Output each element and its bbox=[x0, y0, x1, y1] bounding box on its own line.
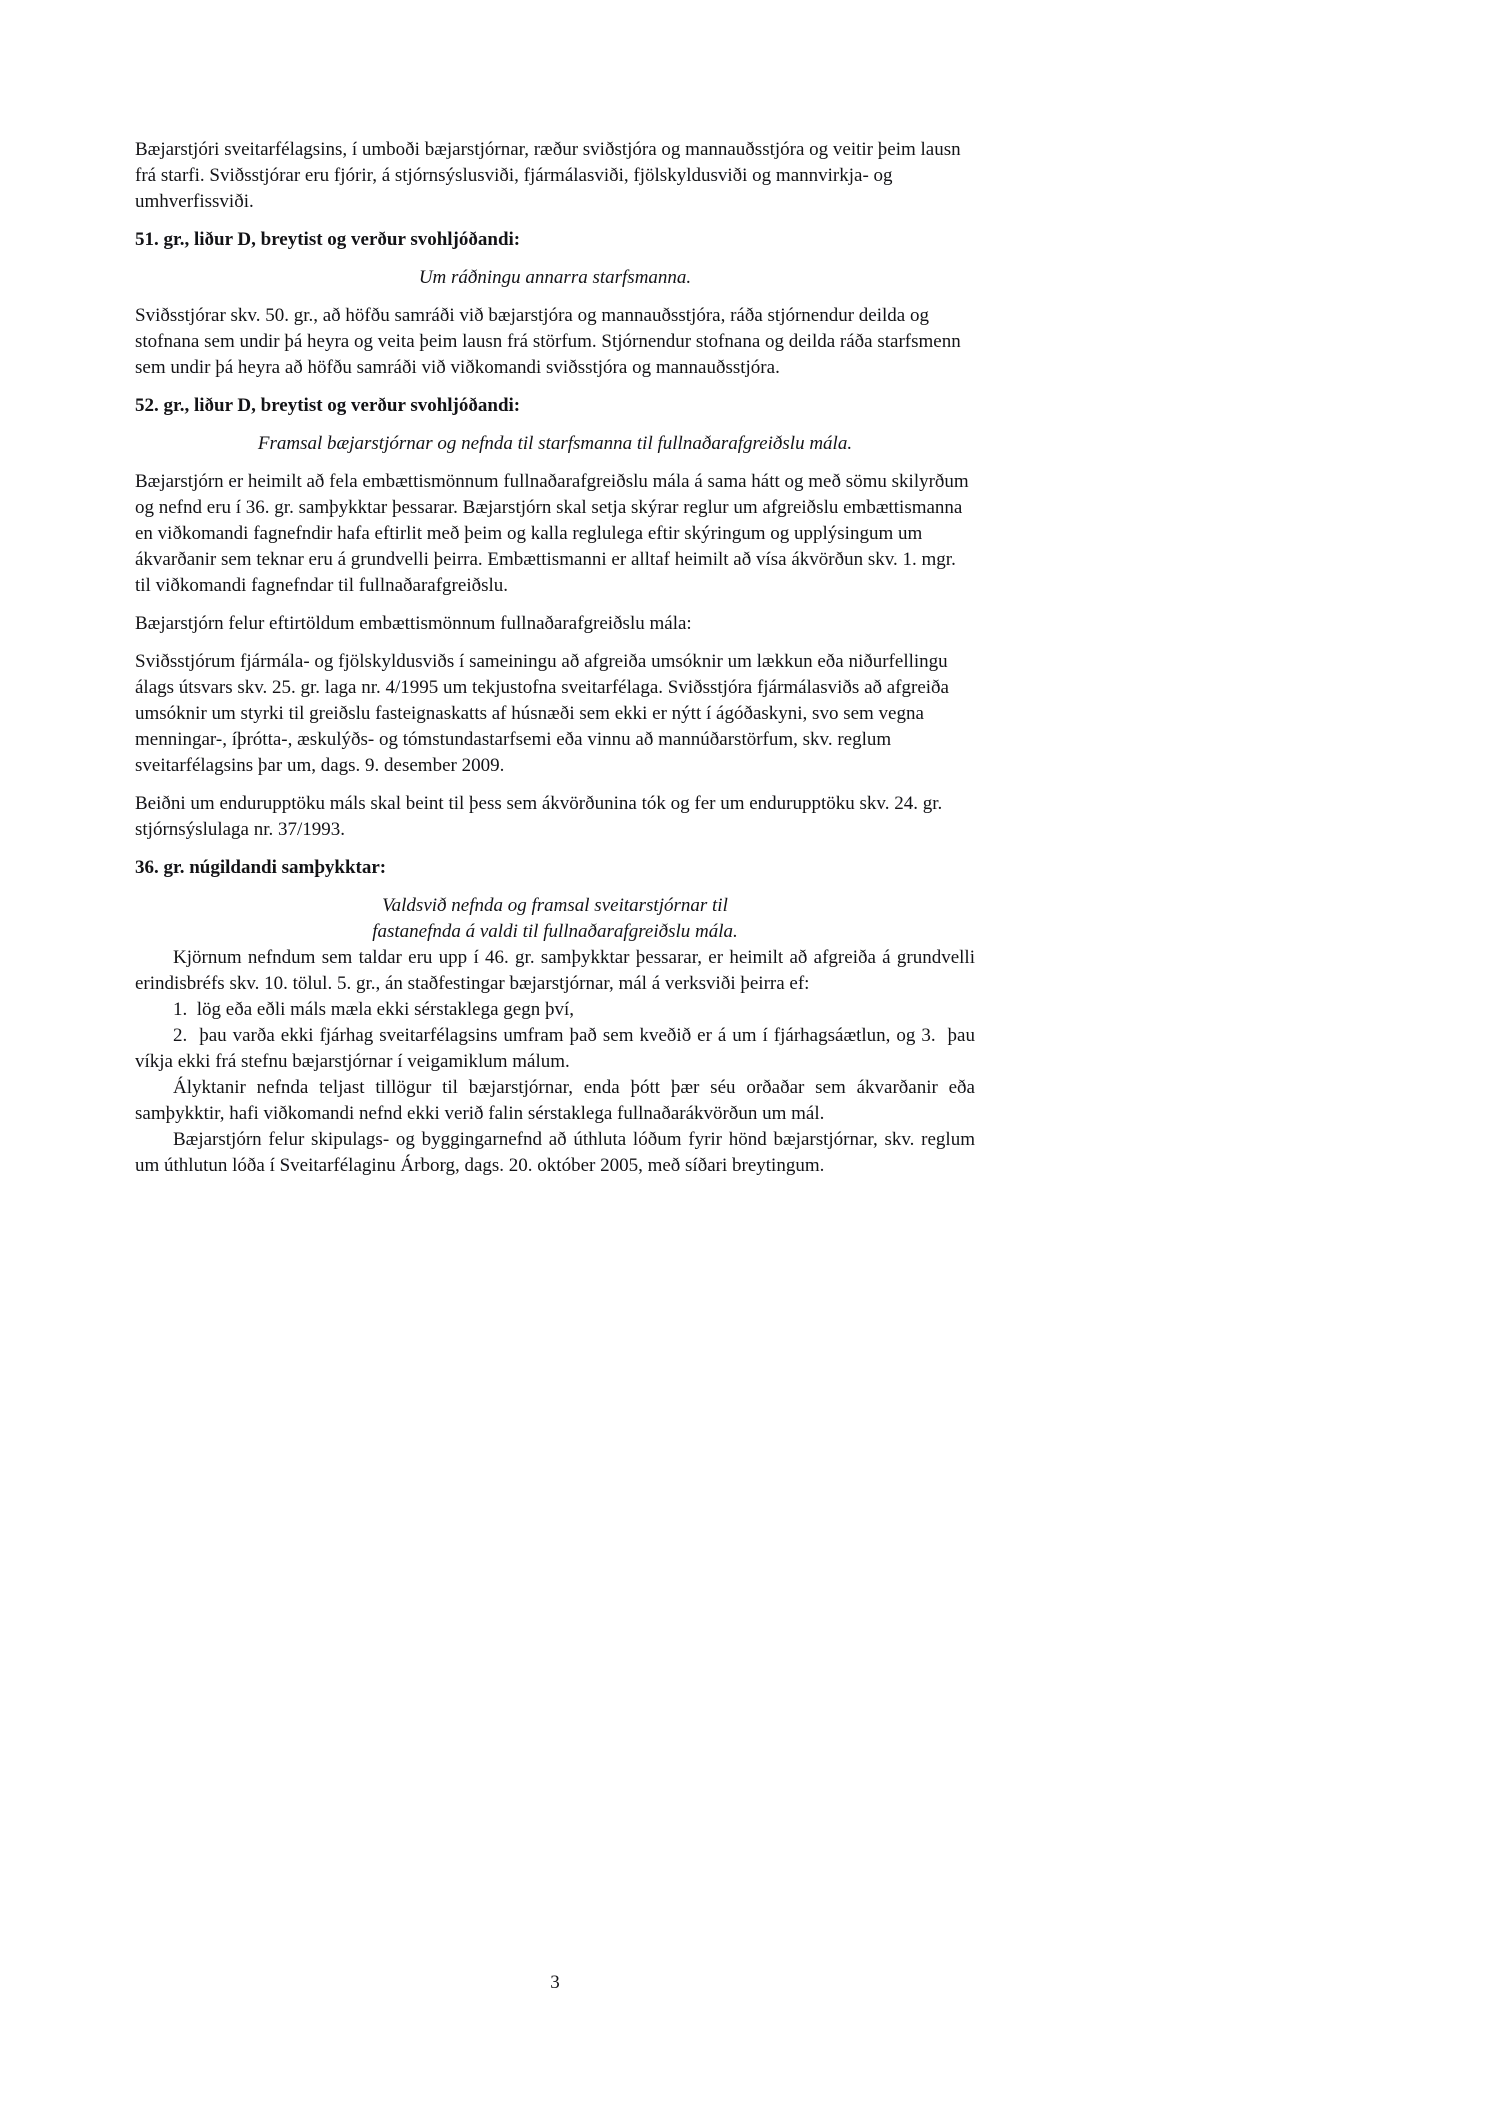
paragraph-article-36-resolutions: Ályktanir nefnda teljast tillögur til bæjarstjórnar, enda þótt þær séu orðaðar sem ákvarðanir eða samþykktir, hafi viðkomandi nefnd ekki verið falin sérstaklega fullnaðarákvörðun um mál. bbox=[135, 1077, 975, 1124]
list-item-1: 1. lög eða eðli máls mæla ekki sérstaklega gegn því, bbox=[173, 999, 575, 1020]
paragraph-intro: Bæjarstjóri sveitarfélagsins, í umboði bæjarstjórnar, ræður sviðstjóra og mannauðsstjóra og veitir þeim lausn frá starfi. Sviðsstjórar eru fjórir, á stjórnsýslusviði, fjármálasviði, fjölskyldusviði og mannvirkja- og umhverfissviði. bbox=[135, 139, 961, 212]
caption-article-52: Framsal bæjarstjórnar og nefnda til starfsmanna til fullnaðarafgreiðslu mála. bbox=[257, 433, 853, 454]
list-item-2: 2. þau varða ekki fjárhag sveitarfélagsins umfram það sem kveðið er á um í fjárhagsáætlun, og 3. þau víkja ekki frá stefnu bæjarstjórnar í veigamiklum málum. bbox=[135, 1025, 975, 1072]
text-column bbox=[135, 137, 975, 1179]
heading-article-52: 52. gr., liður D, breytist og verður svohljóðandi: bbox=[135, 395, 521, 416]
paragraph-article-36-conditions-intro: Kjörnum nefndum sem taldar eru upp í 46. gr. samþykktar þessarar, er heimilt að afgreiða á grundvelli erindisbréfs skv. 10. tölul. 5. gr., án staðfestingar bæjarstjórnar, mál á verksviði þeirra ef: bbox=[135, 947, 975, 994]
paragraph-article-52-review: Beiðni um endurupptöku máls skal beint til þess sem ákvörðunina tók og fer um endurupptöku skv. 24. gr. stjórnsýslulaga nr. 37/1993. bbox=[135, 793, 943, 840]
paragraph-article-51: Sviðsstjórar skv. 50. gr., að höfðu samráði við bæjarstjóra og mannauðsstjóra, ráða stjórnendur deilda og stofnana sem undir þá heyra og veita þeim lausn frá störfum. Stjórnendur stofnana og deilda ráða starfsmenn sem undir þá heyra að höfðu samráði við viðkomandi sviðsstjóra og mannauðsstjóra. bbox=[135, 305, 961, 378]
caption-article-36-line-1: Valdsvið nefnda og framsal sveitarstjórnar til bbox=[382, 895, 728, 916]
heading-article-36: 36. gr. núgildandi samþykktar: bbox=[135, 857, 387, 878]
paragraph-article-52-list-intro: Bæjarstjórn felur eftirtöldum embættismönnum fullnaðarafgreiðslu mála: bbox=[135, 613, 692, 634]
heading-article-51: 51. gr., liður D, breytist og verður svohljóðandi: bbox=[135, 229, 521, 250]
paragraph-article-52-delegation: Bæjarstjórn er heimilt að fela embættismönnum fullnaðarafgreiðslu mála á sama hátt og með sömu skilyrðum og nefnd eru í 36. gr. samþykktar þessarar. Bæjarstjórn skal setja skýrar reglur um afgreiðslu embættismanna en viðkomandi fagnefndir hafa eftirlit með þeim og kalla reglulega eftir skýringum og upplýsingum um ákvarðanir sem teknar eru á grundvelli þeirra. Embættismanni er alltaf heimilt að vísa ákvörðun skv. 1. mgr. til viðkomandi fagnefndar til fullnaðarafgreiðslu. bbox=[135, 471, 969, 596]
paragraph-article-52-officials: Sviðsstjórum fjármála- og fjölskyldusviðs í sameiningu að afgreiða umsóknir um lækkun eða niðurfellingu álags útsvars skv. 25. gr. laga nr. 4/1995 um tekjustofna sveitarfélaga. Sviðsstjóra fjármálasviðs að afgreiða umsóknir um styrki til greiðslu fasteignaskatts af húsnæði sem ekki er nýtt í ágóðaskyni, svo sem vegna menningar-, íþrótta-, æskulýðs- og tómstundastarfsemi eða vinnu að mannúðarstörfum, skv. reglum sveitarfélagsins þar um, dags. 9. desember 2009. bbox=[135, 651, 949, 776]
paragraph-article-36-plots: Bæjarstjórn felur skipulags- og byggingarnefnd að úthluta lóðum fyrir hönd bæjarstjórnar, skv. reglum um úthlutun lóða í Sveitarfélaginu Árborg, dags. 20. október 2005, með síðari breytingum. bbox=[135, 1129, 975, 1176]
caption-article-51: Um ráðningu annarra starfsmanna. bbox=[418, 267, 692, 288]
page-number: 3 bbox=[550, 1972, 560, 1993]
caption-article-36-line-2: fastanefnda á valdi til fullnaðarafgreiðslu mála. bbox=[372, 921, 738, 942]
